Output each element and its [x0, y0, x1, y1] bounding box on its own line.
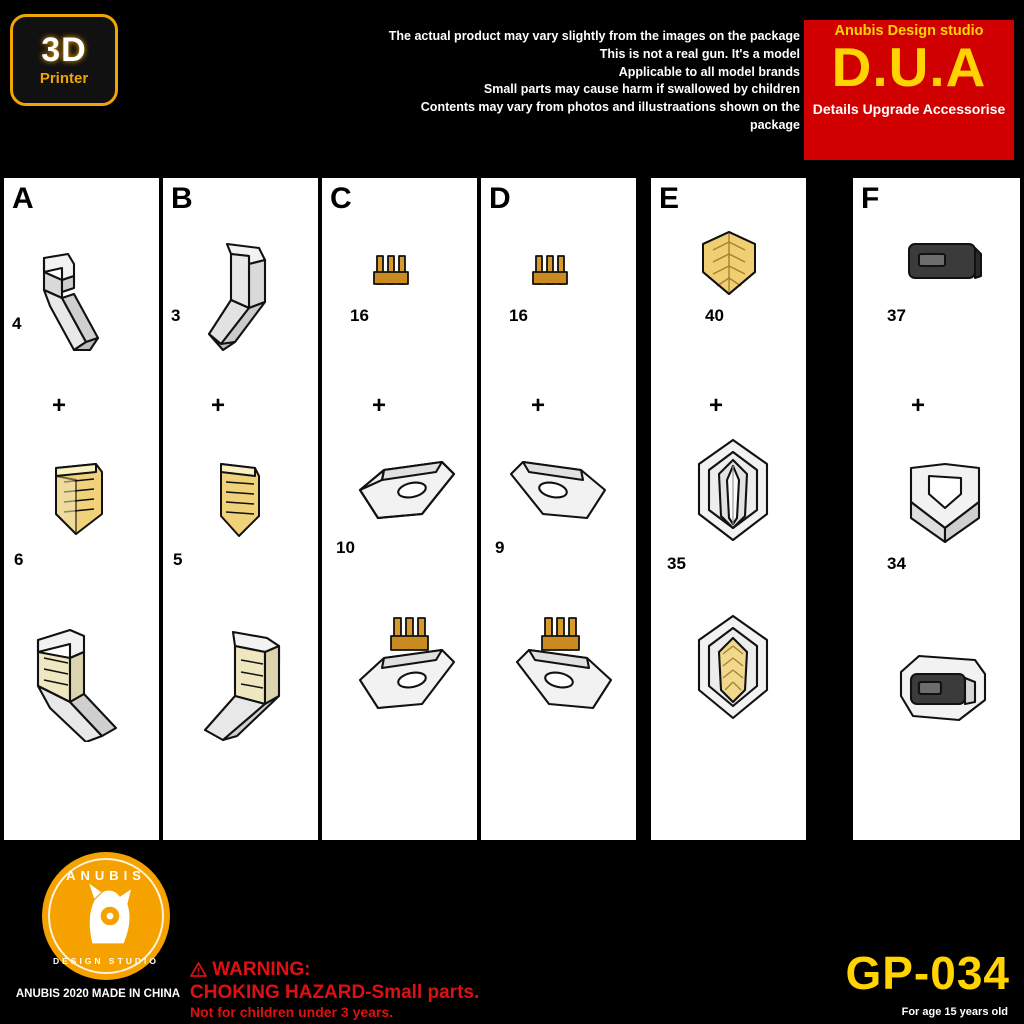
part-qty-f1: 37: [887, 306, 906, 325]
parts-column-e: [651, 178, 806, 840]
age-note: For age 15 years old: [901, 1006, 1008, 1018]
brand-subtitle: Details Upgrade Accessorise: [812, 100, 1006, 117]
brand-studio-name: Anubis Design studio: [834, 23, 984, 39]
assembly-art-a: [26, 622, 136, 747]
parts-column-f: [853, 178, 1020, 840]
part-qty-c2: 10: [336, 538, 355, 557]
badge-line2: Printer: [39, 69, 89, 87]
part-art-grey-slotted-wedge-mirrored: [503, 456, 615, 533]
operator-plus-e: +: [709, 392, 724, 419]
brand-block: [804, 20, 1014, 160]
warning-line-2: CHOKING HAZARD-Small parts.: [190, 982, 480, 1004]
part-qty-b1: 3: [171, 306, 181, 325]
operator-plus-a: +: [52, 392, 67, 419]
parts-column-c: [322, 178, 477, 840]
operator-plus-b: +: [211, 392, 226, 419]
part-art-gold-triple-pin-c: [368, 250, 416, 299]
logo-top-text: ANUBIS: [66, 868, 146, 883]
column-letter-d: D: [489, 182, 511, 215]
warning-line-3: Not for children under 3 years.: [190, 1004, 394, 1021]
part-qty-b2: 5: [173, 550, 183, 569]
assembly-art-d: [505, 608, 621, 733]
part-art-grey-hex-vent-frame: [689, 436, 777, 551]
part-qty-c1: 16: [350, 306, 369, 325]
part-art-grey-open-hex-frame: [899, 458, 991, 559]
part-qty-a1: 4: [12, 314, 22, 333]
part-qty-a2: 6: [14, 550, 24, 569]
part-qty-d2: 9: [495, 538, 505, 557]
anubis-head-icon: [58, 866, 154, 962]
warning-block: [190, 958, 590, 1021]
column-letter-e: E: [659, 182, 680, 215]
badge-line1: 3D: [41, 30, 87, 69]
assembly-art-b: [185, 622, 301, 751]
part-art-gold-finned-wedge-mirrored: [211, 458, 269, 547]
disclaimer-text: [380, 28, 800, 135]
warning-triangle-icon: [190, 958, 207, 981]
assembly-art-e: [689, 612, 777, 729]
disclaimer-line-4: Small parts may cause harm if swallowed by children: [483, 82, 800, 97]
made-in-text: ANUBIS 2020 MADE IN CHINA: [15, 988, 181, 1000]
disclaimer-line-3: Applicable to all model brands: [618, 64, 800, 79]
part-art-gold-triple-pin-d: [527, 250, 575, 299]
column-letter-a: A: [12, 182, 34, 215]
footer-bar: [0, 840, 1024, 1024]
part-qty-e1: 40: [705, 306, 724, 325]
parts-column-a: [4, 178, 159, 840]
disclaimer-line-1: The actual product may vary slightly from the images on the package: [388, 29, 800, 43]
part-qty-f2: 34: [887, 554, 906, 573]
part-qty-e2: 35: [667, 554, 686, 573]
parts-column-d: [481, 178, 636, 840]
part-art-gold-finned-shield: [693, 228, 765, 305]
disclaimer-line-2: This is not a real gun. It's a model: [599, 46, 800, 61]
product-code: GP-034: [845, 947, 1010, 999]
part-art-bent-bracket-grey-mirrored: [201, 238, 287, 363]
assembly-art-f: [889, 648, 993, 737]
header-bar: [0, 0, 1024, 178]
part-qty-d1: 16: [509, 306, 528, 325]
part-art-bent-bracket-grey: [28, 250, 106, 365]
part-art-grey-slotted-wedge: [350, 456, 462, 533]
warning-title: WARNING:: [212, 959, 311, 980]
column-letter-b: B: [171, 182, 193, 215]
logo-bottom-text: DESIGN STUDIO: [52, 956, 160, 966]
brand-title: D.U.A: [831, 36, 987, 98]
part-art-gold-finned-wedge: [48, 460, 110, 547]
operator-plus-f: +: [911, 392, 926, 419]
column-letter-f: F: [861, 182, 880, 215]
column-letter-c: C: [330, 182, 352, 215]
parts-sheet: [0, 178, 1024, 840]
warning-title-row: [190, 958, 590, 981]
disclaimer-line-5: Contents may vary from photos and illustraations shown on the package: [420, 100, 800, 132]
assembly-art-c: [350, 608, 466, 733]
operator-plus-d: +: [531, 392, 546, 419]
anubis-logo: [42, 852, 170, 980]
part-art-dark-rectangular-block: [903, 236, 987, 295]
parts-column-b: [163, 178, 318, 840]
3d-printer-badge: [10, 14, 118, 106]
operator-plus-c: +: [372, 392, 387, 419]
